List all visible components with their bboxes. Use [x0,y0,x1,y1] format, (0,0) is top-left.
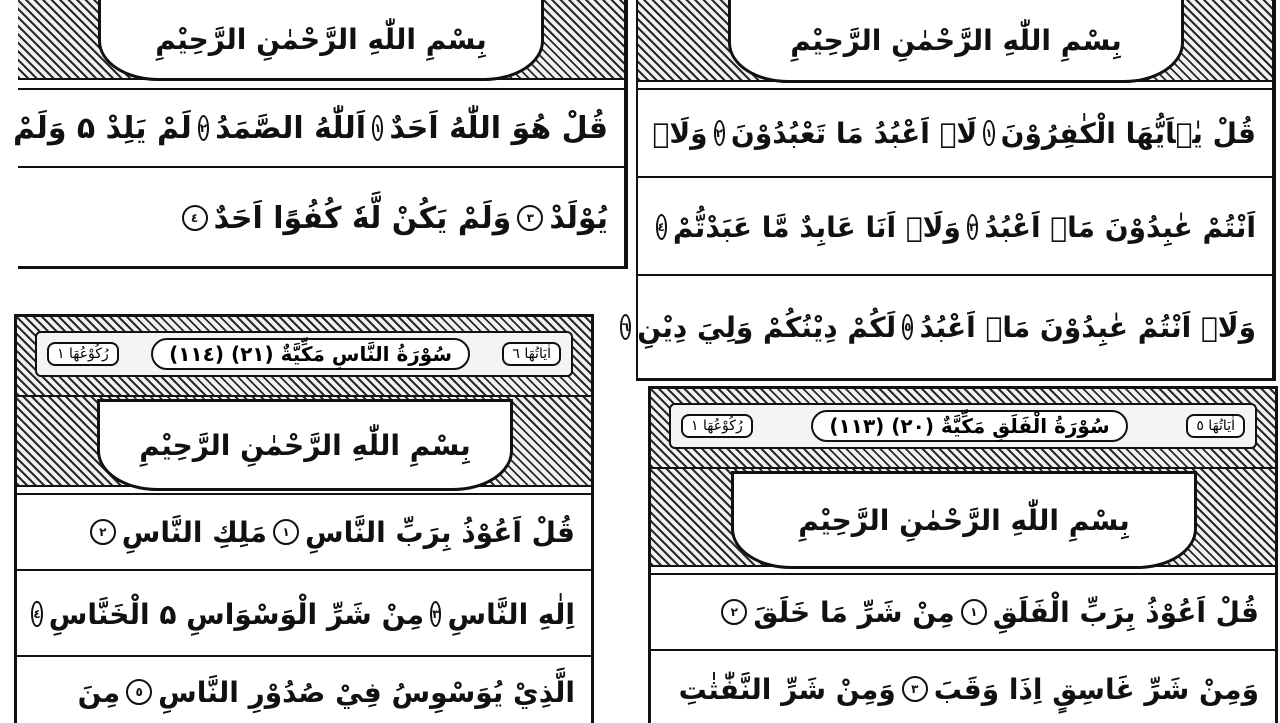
verse-number-badge: ٣ [517,205,543,231]
surah-nas-panel [14,314,594,723]
bismillah-arch [728,0,1184,83]
verse-number-badge: ٣ [902,676,928,702]
surah-ikhlas-panel [13,0,628,269]
surah-falaq-panel [648,386,1278,723]
verse-number-badge: ١ [372,115,383,141]
ruku-count: رُكُوْعُهَا ١ [681,414,753,438]
verse-number-badge: ٥ [126,679,152,705]
verse-line-1: قُلْ هُوَ اللّٰهُ اَحَدٌ ١ اَللّٰهُ الصَّمَدُ ٢ لَمْ يَلِدْ ۵ وَلَمْ [18,88,624,168]
ayat-count: اٰيَاتُهَا ٦ [502,342,561,366]
verse-number-badge: ٥ [902,314,913,340]
verse-line-1: قُلْ اَعُوْذُ بِرَبِّ النَّاسِ ١ مَلِكِ النَّاسِ ٢ [17,493,591,571]
verse-line-2: اِلٰهِ النَّاسِ ٣ مِنْ شَرِّ الْوَسْوَاسِ ۵ الْخَنَّاسِ ٤ [17,573,591,657]
surah-title-band [35,331,573,377]
surah-title-band [669,403,1257,449]
verse-number-badge: ٤ [182,205,208,231]
bismillah-text: بِسْمِ اللّٰهِ الرَّحْمٰنِ الرَّحِيْمِ [155,22,487,56]
verse-number-badge: ٢ [198,115,209,141]
bismillah-arch [98,0,544,81]
verse-number-badge: ١ [983,120,994,146]
verse-line-2: يُوْلَدْ ٣ وَلَمْ يَكُنْ لَّهٗ كُفُوًا اَحَدٌ ٤ [18,176,624,260]
verse-line-2: وَمِنْ شَرِّ غَاسِقٍ اِذَا وَقَبَ ٣ وَمِنْ شَرِّ النَّفّٰثٰتِ [678,672,1259,706]
verse-line-3: وَلَاۤ اَنْتُمْ عٰبِدُوْنَ مَاۤ اَعْبُدُ ٥ لَكُمْ دِيْنُكُمْ وَلِيَ دِيْنِ ٦ [621,310,1256,344]
surah-kafirun-panel [621,0,1276,381]
verse-line-1: قُلْ يٰۤاَيُّهَا الْكٰفِرُوْنَ ١ لَاۤ اَعْبُدُ مَا تَعْبُدُوْنَ ٢ وَلَاۤ [638,88,1272,178]
verse-number-badge: ٢ [714,120,725,146]
verse-line-2: اَنْتُمْ عٰبِدُوْنَ مَاۤ اَعْبُدُ ٣ وَلَاۤ اَنَا عَابِدٌ مَّا عَبَدْتُّمْ ٤ [638,180,1272,276]
bismillah-arch [731,471,1197,569]
bismillah-arch [97,399,513,491]
ruku-count: رُكُوْعُهَا ١ [47,342,119,366]
verse-number-badge: ٦ [620,314,631,340]
bismillah-text: بِسْمِ اللّٰهِ الرَّحْمٰنِ الرَّحِيْمِ [139,428,471,462]
verse-number-badge: ٢ [90,519,116,545]
bismillah-text: بِسْمِ اللّٰهِ الرَّحْمٰنِ الرَّحِيْمِ [790,23,1122,57]
verse-number-badge: ١ [961,599,987,625]
ayat-count: اٰيَاتُهَا ٥ [1186,414,1245,438]
verse-number-badge: ٤ [31,601,42,627]
bismillah-text: بِسْمِ اللّٰهِ الرَّحْمٰنِ الرَّحِيْمِ [798,503,1130,537]
verse-line-1: قُلْ اَعُوْذُ بِرَبِّ الْفَلَقِ ١ مِنْ شَرِّ مَا خَلَقَ ٢ [651,573,1275,651]
verse-line-3: الَّذِيْ يُوَسْوِسُ فِيْ صُدُوْرِ النَّاسِ ٥ مِنَ [77,675,575,709]
verse-number-badge: ٢ [721,599,747,625]
surah-title: (١١٣) سُوْرَةُ الْفَلَقِ مَكِّيَّةٌ (٢٠) [811,410,1127,442]
verse-number-badge: ٤ [656,214,667,240]
surah-title: (١١٤) سُوْرَةُ النَّاسِ مَكِّيَّةٌ (٢١) [151,338,470,370]
verse-number-badge: ٣ [967,214,978,240]
verse-number-badge: ٣ [430,601,441,627]
verse-number-badge: ١ [273,519,299,545]
